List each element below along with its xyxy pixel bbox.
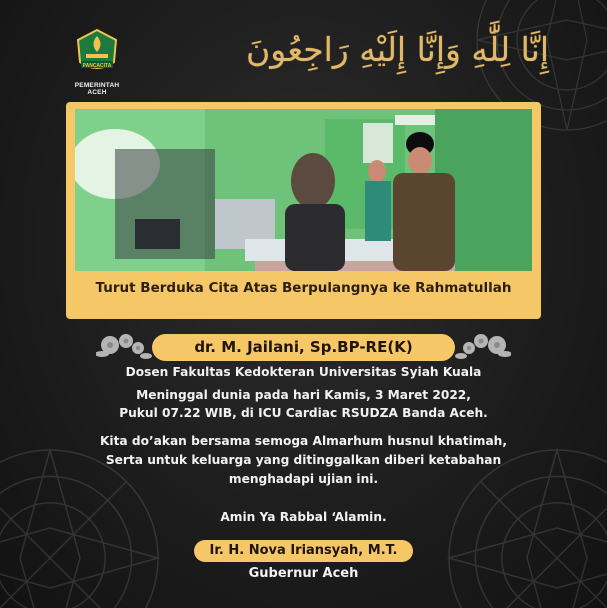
- death-date-line: Meninggal dunia pada hari Kamis, 3 Maret 2022,: [136, 388, 471, 402]
- banner-caption: Turut Berduka Cita Atas Berpulangnya ke Rahmatullah: [95, 280, 512, 296]
- logo-banner-text: PANCACITA: [82, 62, 112, 69]
- signatory-name: Ir. H. Nova Iriansyah, M.T.: [194, 540, 413, 562]
- signatory-title: Gubernur Aceh: [248, 566, 359, 581]
- deceased-title: Dosen Fakultas Kedokteran Universitas Syiah Kuala: [125, 365, 482, 379]
- prayer-line-3: menghadapi ujian ini.: [228, 472, 379, 486]
- deceased-name: dr. M. Jailani, Sp.BP-RE(K): [152, 334, 455, 361]
- flower-left-icon: [96, 328, 152, 362]
- flower-right-icon: [455, 328, 511, 362]
- death-place-line: Pukul 07.22 WIB, di ICU Cardiac RSUDZA Banda Aceh.: [119, 406, 488, 420]
- arabic-calligraphy: إِنَّا لِلَّٰهِ وَإِنَّا إِلَيْهِ رَاجِعُونَ: [246, 30, 549, 69]
- prayer-line-1: Kita do’akan bersama semoga Almarhum husnul khatimah,: [99, 434, 507, 448]
- logo-label: PEMERINTAH ACEH: [74, 82, 120, 96]
- hospital-photo: [75, 109, 532, 271]
- prayer-line-2: Serta untuk keluarga yang ditinggalkan diberi ketabahan: [105, 453, 502, 467]
- photo-banner: [66, 102, 541, 319]
- aceh-emblem-icon: [74, 28, 120, 76]
- government-logo: [66, 28, 128, 96]
- closing-line: Amin Ya Rabbal ‘Alamin.: [220, 510, 387, 524]
